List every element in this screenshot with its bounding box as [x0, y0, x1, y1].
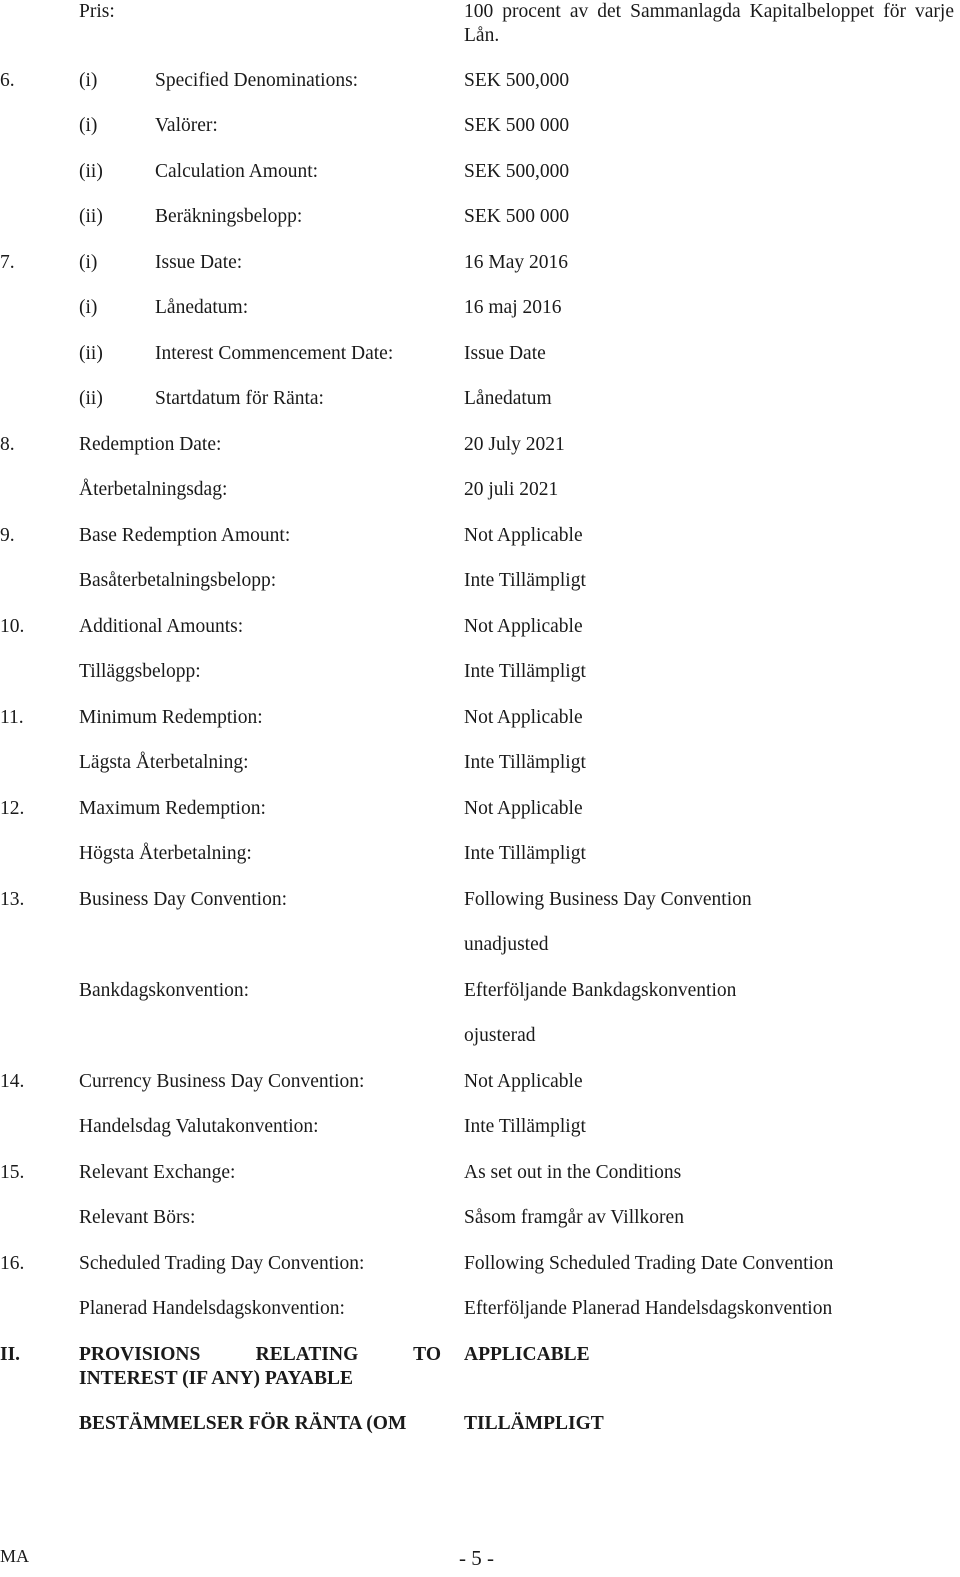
item-14-sv-value: Inte Tillämpligt	[464, 1116, 586, 1137]
item-7-a-label: Issue Date:	[155, 252, 243, 273]
item-16-en-value: Following Scheduled Trading Date Convention	[464, 1253, 834, 1274]
item-11-en-value: Not Applicable	[464, 707, 583, 728]
price-value: 100 procent av det Sammanlagda Kapitalbeloppet för varje Lån.	[464, 1, 954, 46]
item-10-sv-value: Inte Tillämpligt	[464, 661, 586, 682]
item-12-sv-label: Högsta Återbetalning:	[79, 843, 252, 864]
item-13-sv-label: Bankdagskonvention:	[79, 980, 250, 1001]
item-7-b-value: 16 maj 2016	[464, 297, 562, 318]
item-7-d-label: Startdatum för Ränta:	[155, 388, 324, 409]
item-14-en-label: Currency Business Day Convention:	[79, 1071, 365, 1092]
item-6-c-label: Calculation Amount:	[155, 161, 319, 182]
item-8-sv-label: Återbetalningsdag:	[79, 479, 228, 500]
item-13-sv-value-line-2: ojusterad	[464, 1025, 536, 1046]
item-8-number: 8.	[0, 434, 15, 455]
item-9-en-value: Not Applicable	[464, 525, 583, 546]
item-16-number: 16.	[0, 1253, 25, 1274]
item-6-d-value: SEK 500 000	[464, 206, 570, 227]
item-9-sv-label: Basåterbetalningsbelopp:	[79, 570, 277, 591]
item-10-en-label: Additional Amounts:	[79, 616, 244, 637]
item-16-sv-value: Efterföljande Planerad Handelsdagskonvention	[464, 1298, 833, 1319]
item-13-sv-value-line-1: Efterföljande Bankdagskonvention	[464, 980, 737, 1001]
page-number: - 5 -	[459, 1546, 494, 1570]
item-14-number: 14.	[0, 1071, 25, 1092]
item-15-sv-value: Såsom framgår av Villkoren	[464, 1207, 684, 1228]
item-12-sv-value: Inte Tillämpligt	[464, 843, 586, 864]
item-6-d-label: Beräkningsbelopp:	[155, 206, 303, 227]
item-6-d-sub: (ii)	[79, 206, 103, 227]
item-8-en-value: 20 July 2021	[464, 434, 565, 455]
item-8-sv-value: 20 juli 2021	[464, 479, 559, 500]
item-6-number: 6.	[0, 70, 15, 91]
item-16-en-label: Scheduled Trading Day Convention:	[79, 1253, 365, 1274]
item-8-en-label: Redemption Date:	[79, 434, 222, 455]
item-11-sv-label: Lägsta Återbetalning:	[79, 752, 249, 773]
item-6-b-value: SEK 500 000	[464, 115, 570, 136]
item-11-en-label: Minimum Redemption:	[79, 707, 263, 728]
item-9-en-label: Base Redemption Amount:	[79, 525, 291, 546]
section-2-value-sv: TILLÄMPLIGT	[464, 1413, 604, 1434]
item-7-d-value: Lånedatum	[464, 388, 552, 409]
item-6-b-label: Valörer:	[155, 115, 218, 136]
item-7-number: 7.	[0, 252, 15, 273]
item-13-number: 13.	[0, 889, 25, 910]
item-15-number: 15.	[0, 1162, 25, 1183]
item-7-b-sub: (i)	[79, 297, 98, 318]
item-15-en-label: Relevant Exchange:	[79, 1162, 236, 1183]
item-15-en-value: As set out in the Conditions	[464, 1162, 682, 1183]
item-10-number: 10.	[0, 616, 25, 637]
item-6-c-sub: (ii)	[79, 161, 103, 182]
section-2-heading-en-line-1: PROVISIONS RELATING TO	[79, 1344, 441, 1365]
item-6-b-sub: (i)	[79, 115, 98, 136]
item-10-sv-label: Tilläggsbelopp:	[79, 661, 201, 682]
section-2-heading-sv-line-1: BESTÄMMELSER FÖR RÄNTA (OM	[79, 1413, 407, 1434]
item-11-sv-value: Inte Tillämpligt	[464, 752, 586, 773]
item-11-number: 11.	[0, 707, 24, 728]
item-9-sv-value: Inte Tillämpligt	[464, 570, 586, 591]
section-2-heading-en-line-2: INTEREST (IF ANY) PAYABLE	[79, 1368, 353, 1389]
item-7-a-value: 16 May 2016	[464, 252, 568, 273]
item-12-number: 12.	[0, 798, 25, 819]
item-7-b-label: Lånedatum:	[155, 297, 249, 318]
item-6-a-sub: (i)	[79, 70, 98, 91]
item-6-a-value: SEK 500,000	[464, 70, 570, 91]
item-10-en-value: Not Applicable	[464, 616, 583, 637]
item-16-sv-label: Planerad Handelsdagskonvention:	[79, 1298, 345, 1319]
item-14-sv-label: Handelsdag Valutakonvention:	[79, 1116, 319, 1137]
item-13-en-value-line-2: unadjusted	[464, 934, 549, 955]
item-7-c-value: Issue Date	[464, 343, 546, 364]
item-12-en-value: Not Applicable	[464, 798, 583, 819]
item-6-a-label: Specified Denominations:	[155, 70, 359, 91]
item-7-d-sub: (ii)	[79, 388, 103, 409]
item-15-sv-label: Relevant Börs:	[79, 1207, 196, 1228]
item-9-number: 9.	[0, 525, 15, 546]
item-7-c-sub: (ii)	[79, 343, 103, 364]
item-14-en-value: Not Applicable	[464, 1071, 583, 1092]
section-2-value-en: APPLICABLE	[464, 1344, 590, 1365]
item-6-c-value: SEK 500,000	[464, 161, 570, 182]
footer-initials: MA	[0, 1546, 30, 1566]
item-13-en-value-line-1: Following Business Day Convention	[464, 889, 752, 910]
section-2-number: II.	[0, 1344, 21, 1365]
item-7-a-sub: (i)	[79, 252, 98, 273]
item-12-en-label: Maximum Redemption:	[79, 798, 266, 819]
item-13-en-label: Business Day Convention:	[79, 889, 287, 910]
item-7-c-label: Interest Commencement Date:	[155, 343, 394, 364]
price-label: Pris:	[79, 1, 115, 22]
